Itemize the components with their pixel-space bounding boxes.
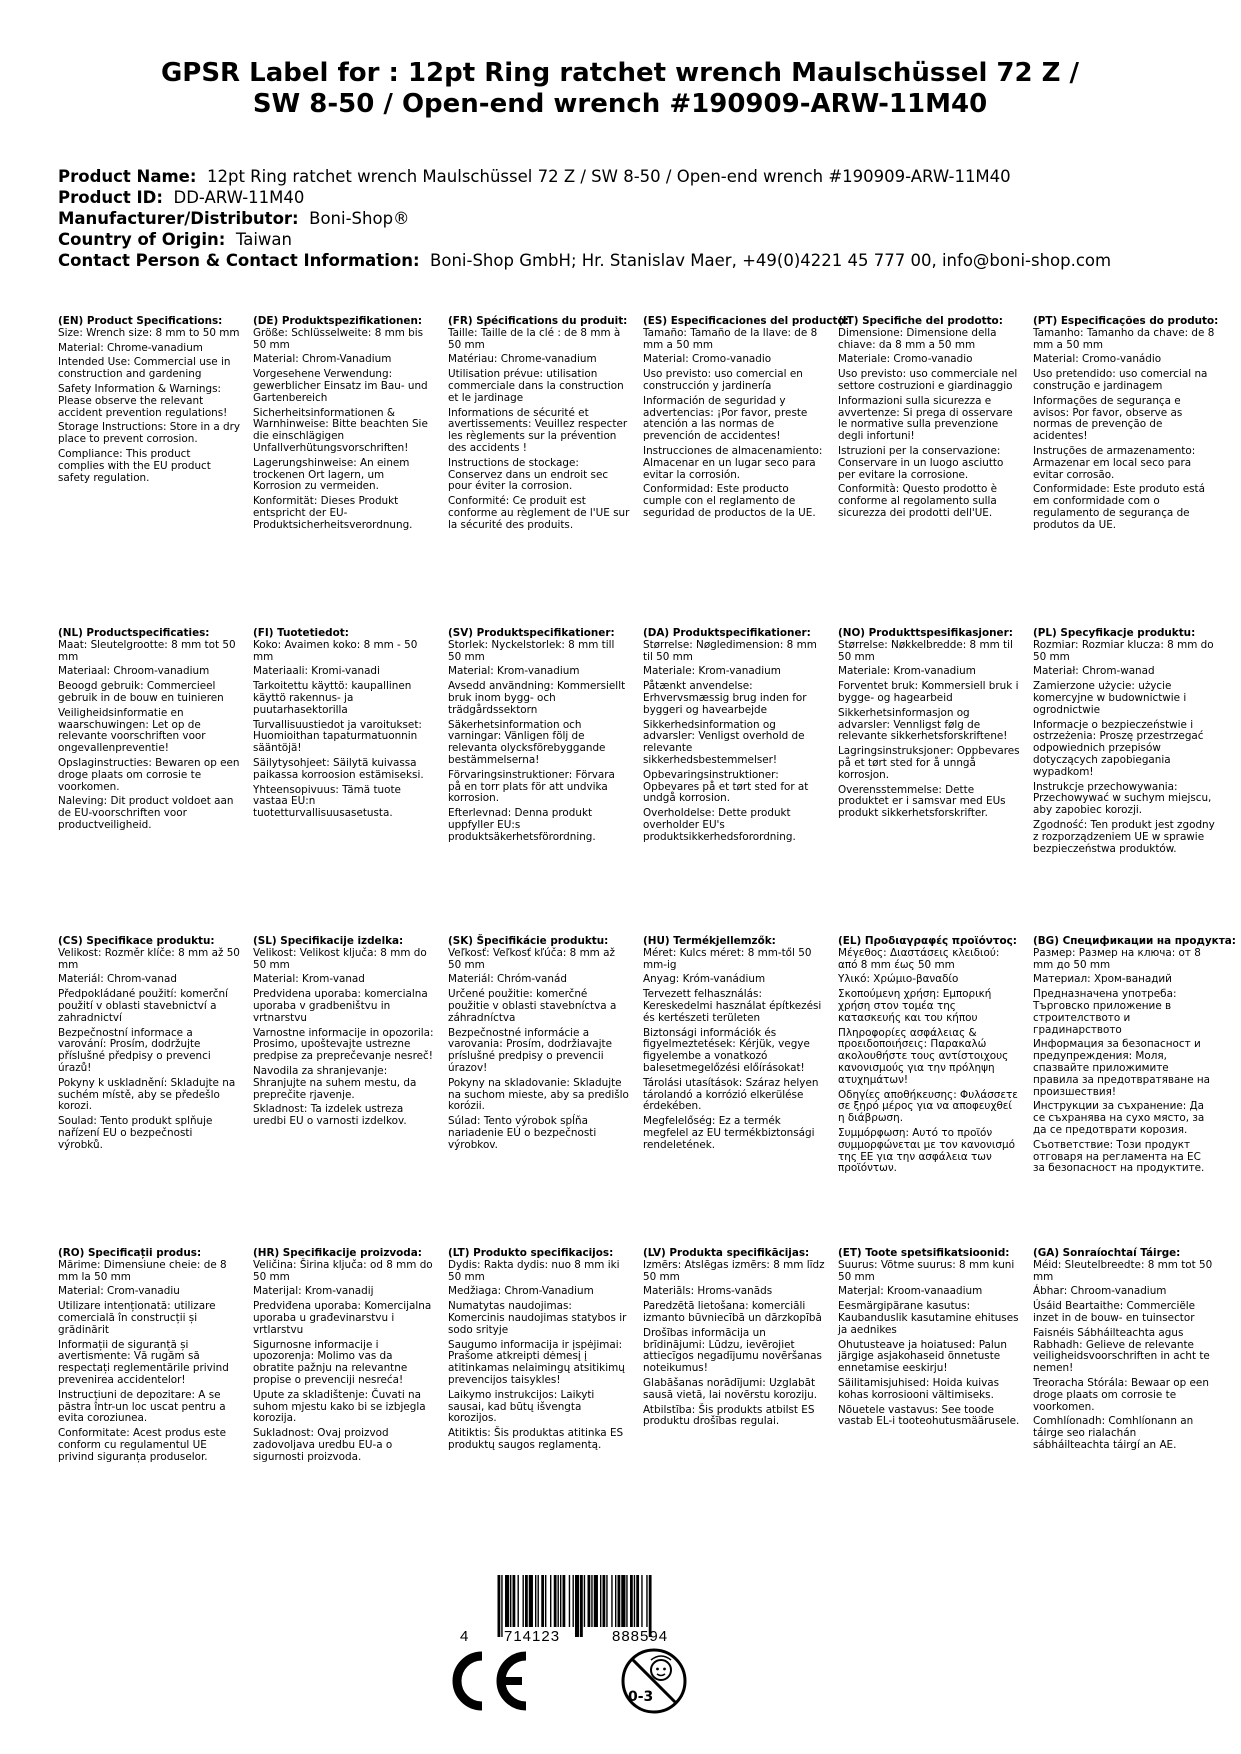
spec-line: Overholdelse: Dette produkt overholder EU's produktsikkerhedsforordning. [643,807,796,843]
spec-line: Koko: Avaimen koko: 8 mm - 50 mm [253,638,418,663]
spec-line: Anyag: Króm-vanádium [643,973,766,986]
spec-heading: (EL) Προδιαγραφές προϊόντος: [838,935,1017,947]
spec-line: Yhteensopivuus: Tämä tuote vastaa EU:n tuotetturvallisuusasetusta. [253,783,401,820]
spec-line: Maat: Sleutelgrootte: 8 mm tot 50 mm [58,638,236,663]
spec-line: Størrelse: Nøkkelbredde: 8 mm til 50 mm [838,638,1013,663]
spec-line: Materiale: Krom-vanadium [838,665,976,678]
barcode-bar [600,1575,601,1627]
spec-line: Lagringsinstruksjoner: Oppbevares på et tørt sted for å unngå korrosjon. [838,745,1020,781]
spec-block-sk [448,936,630,1155]
spec-heading: (EN) Product Specifications: [58,315,223,327]
spec-line: Materiale: Krom-vanadium [643,665,781,678]
barcode-bar [560,1575,561,1627]
spec-line: Informações de segurança e avisos: Por favor, observe as normas de prevenção de acidentes! [1033,394,1183,443]
spec-heading: (CS) Specifikace produktu: [58,935,215,947]
spec-line: Πληροφορίες ασφάλειας & προειδοποιήσεις: Παρακαλώ ακολουθήστε τους αντίστοιχους κανονισμούς για την πρόληψη ατυχημάτων! [838,1026,1009,1086]
spec-line: Efterlevnad: Denna produkt uppfyller EU:s produktsäkerhetsförordning. [448,807,596,843]
spec-line: Zgodność: Ten produkt jest zgodny z rozporządzeniem UE w sprawie bezpieczeństwa produktów. [1033,818,1215,855]
spec-line: Storage Instructions: Store in a dry place to prevent corrosion. [58,421,241,446]
barcode-bar [498,1575,501,1637]
spec-line: Izmērs: Atslēgas izmērs: 8 mm līdz 50 mm [643,1258,825,1283]
spec-line: Información de seguridad y advertencias: ¡Por favor, preste atención a las normas de prevención de accidentes! [643,394,808,443]
spec-line: Upute za skladištenje: Čuvati na suhom mjestu kako bi se izbjegla korozija. [253,1388,426,1425]
spec-line: Instrucțiuni de depozitare: A se păstra într-un loc uscat pentru a evita coroziunea. [58,1388,226,1425]
spec-line: Pokyny k uskladnění: Skladujte na suchém místě, aby se předešlo korozi. [58,1076,236,1113]
spec-heading: (GA) Sonraíochtaí Táirge: [1033,1247,1181,1259]
spec-line: Utilisation prévue: utilisation commerciale dans la construction et le jardinage [448,368,624,404]
info-label: Country of Origin: [58,230,226,249]
spec-line: Faisnéis Sábháilteachta agus Rabhadh: Gelieve de relevante veiligheidsvoorschriften in acht te nemen! [1033,1326,1210,1375]
spec-line: Méid: Sleutelbreedte: 8 mm tot 50 mm [1033,1258,1213,1283]
spec-line: Σκοπούμενη χρήση: Εμπορική χρήση στον τομέα της κατασκευής και του κήπου [838,988,992,1024]
spec-line: Súlad: Tento výrobok spĺňa nariadenie EÚ o bezpečnosti výrobkov. [448,1115,597,1151]
spec-line: Materjal: Kroom-vanaadium [838,1285,983,1298]
spec-line: Opslaginstructies: Bewaren op een droge plaats om corrosie te voorkomen. [58,756,240,793]
spec-line: Informacje o bezpieczeństwie i ostrzeżenia: Proszę przestrzegać odpowiednich przepisów dotyczących zapobiegania wypadkom! [1033,718,1204,778]
spec-block-fi [253,628,435,823]
spec-line: Dimensione: Dimensione della chiave: da 8 mm a 50 mm [838,326,997,351]
spec-line: Sikkerhetsinformasjon og advarsler: Vennligst følg de relevante sikkerhetsforskriftene! [838,706,1008,743]
spec-line: Größe: Schlüsselweite: 8 mm bis 50 mm [253,326,424,351]
spec-block-hr [253,1248,435,1467]
barcode-bar [641,1575,642,1627]
barcode-bar [569,1575,570,1627]
spec-line: Veľkosť: Veľkosť kľúča: 8 mm až 50 mm [448,946,615,971]
spec-line: Materiaali: Kromi-vanadi [253,665,380,678]
spec-block-et [838,1248,1020,1431]
spec-line: Eesmärgipärane kasutus: Kaubanduslik kasutamine ehituses ja aednikes [838,1300,1019,1336]
barcode-bar [554,1575,557,1627]
spec-line: Conformitate: Acest produs este conform cu regulamentul UE privind siguranța produselor. [58,1427,227,1463]
info-row [58,166,1198,187]
info-row [58,250,1198,271]
spec-block-hu [643,936,825,1155]
barcode-bar [545,1575,546,1627]
spec-line: Instrukcje przechowywania: Przechowywać w suchym miejscu, aby zapobiec korozji. [1033,780,1212,817]
spec-line: Atbilstība: Šis produkts atbilst ES produktu drošības regulai. [643,1403,815,1428]
spec-line: Varnostne informacije in opozorila: Prosimo, upoštevajte ustrezne predpise za preprečevanje nesreč! [253,1026,434,1063]
spec-line: Velikost: Rozměr klíče: 8 mm až 50 mm [58,946,240,971]
barcode-bar [588,1575,591,1627]
spec-line: Material: Krom-vanad [253,973,365,986]
spec-heading: (HU) Termékjellemzők: [643,935,776,947]
spec-line: Material: Chrome-vanadium [58,341,203,354]
spec-line: Méret: Kulcs méret: 8 mm-től 50 mm-ig [643,946,812,971]
spec-line: Materiál: Chrom-vanad [58,973,177,986]
spec-block-de [253,316,435,535]
spec-line: Οδηγίες αποθήκευσης: Φυλάσσετε σε ξηρό μέρος για να αποφευχθεί η διάβρωση. [838,1088,1018,1125]
barcode-bar [510,1575,511,1627]
spec-line: Sigurnosne informacije i upozorenja: Molimo vas da obratite pažnju na relevantne propise o prevenciji nesreća! [253,1338,408,1386]
info-label: Manufacturer/Distributor: [58,209,299,228]
spec-block-lv [643,1248,825,1431]
spec-line: Suurus: Võtme suurus: 8 mm kuni 50 mm [838,1258,1015,1283]
spec-line: Tamanho: Tamanho da chave: de 8 mm a 50 mm [1033,326,1215,351]
spec-heading: (PT) Especificações do produto: [1033,315,1219,327]
barcode-bar [626,1575,627,1627]
spec-line: Materijal: Krom-vanadij [253,1285,374,1298]
spec-line: Storlek: Nyckelstorlek: 8 mm till 50 mm [448,638,615,663]
spec-line: Ohutusteave ja hoiatused: Palun järgige asjakohaseid õnnetuste ennetamise eeskirju! [838,1338,1007,1375]
spec-line: Uso previsto: uso comercial en construcción y jardinería [643,368,803,392]
spec-line: Konformität: Dieses Produkt entspricht der EU-Produktsicherheitsverordnung. [253,495,413,531]
spec-block-cs [58,936,240,1155]
spec-line: Påtænkt anvendelse: Erhvervsmæssig brug inden for byggeri og havearbejde [643,680,807,716]
spec-line: Treoracha Stórála: Bewaar op een droge plaats om corrosie te voorkomen. [1033,1376,1209,1413]
spec-line: Informații de siguranță și avertismente: Vă rugăm să respectați reglementările privind prevenirea accidentelor! [58,1338,229,1386]
spec-heading: (NO) Produkttspesifikasjoner: [838,627,1013,639]
spec-line: Naleving: Dit product voldoet aan de EU-voorschriften voor productveiligheid. [58,795,234,831]
spec-line: Материал: Хром-ванадий [1033,973,1172,986]
spec-line: Sikkerhedsinformation og advarsler: Venligst overhold de relevante sikkerhedsbestemmelser! [643,718,805,766]
spec-line: Størrelse: Nøgledimension: 8 mm til 50 mm [643,638,817,663]
info-row [58,187,1198,208]
barcode-bar [513,1575,516,1627]
info-row [58,208,1198,229]
info-row [58,229,1198,250]
spec-line: Material: Chrom-Vanadium [253,353,392,366]
barcode-bar [525,1575,528,1627]
spec-line: Navodila za shranjevanje: Shranjujte na suhem mestu, da preprečite rjavenje. [253,1064,417,1101]
spec-heading: (ET) Toote spetsifikatsioonid: [838,1247,1010,1259]
spec-line: Megfelelőség: Ez a termék megfelel az EU termékbiztonsági rendeletének. [643,1115,815,1151]
age-warning-text: 0-3 [628,1689,654,1705]
spec-heading: (PL) Specyfikacje produktu: [1033,627,1196,639]
barcode-bar [529,1575,533,1627]
spec-line: Vorgesehene Verwendung: gewerblicher Einsatz im Bau- und Gartenbereich [253,368,428,404]
barcode-bar [575,1575,579,1637]
barcode-bar [615,1575,616,1627]
product-info [58,166,1198,271]
info-value: Taiwan [235,230,292,249]
spec-line: Informazioni sulla sicurezza e avvertenze: Si prega di osservare le normative sulla prevenzione degli infortuni! [838,394,1013,443]
barcode-bar [594,1575,598,1627]
ce-mark-icon [448,1650,532,1712]
spec-line: Utilizare intenționată: utilizare comercială în construcții și grădinărit [58,1300,216,1336]
spec-line: Skladnost: Ta izdelek ustreza uredbi EU o varnosti izdelkov. [253,1103,407,1128]
barcode-bar [591,1575,592,1627]
spec-line: Instructions de stockage: Conservez dans un endroit sec pour éviter la corrosion. [448,456,609,493]
spec-line: Sicherheitsinformationen & Warnhinweise: Bitte beachten Sie die einschlägigen Unfallverhütungsvorschriften! [253,406,428,454]
spec-block-es [643,315,849,523]
barcode-bar [518,1575,519,1627]
spec-heading: (ES) Especificaciones del producto: [643,315,849,327]
barcode-bar [550,1575,551,1627]
spec-heading: (DE) Produktspezifikationen: [253,315,422,327]
spec-block-pt [1033,315,1219,535]
spec-line: Taille: Taille de la clé : de 8 mm à 50 mm [448,326,621,351]
spec-line: Medžiaga: Chrom-Vanadium [448,1285,594,1298]
spec-line: Bezpečnostní informace a varování: Prosím, dodržujte příslušné předpisy o prevenci úrazů! [58,1026,211,1074]
spec-heading: (FI) Tuotetiedot: [253,627,349,639]
page-title: GPSR Label for : 12pt Ring ratchet wrench Maulschüssel 72 Z / SW 8-50 / Open-end wrench #190909-ARW-11M40 [160,58,1080,119]
spec-line: Lagerungshinweise: An einem trockenen Ort lagern, um Korrosion zu vermeiden. [253,456,410,493]
spec-line: Comhlíonadh: Comhlíonann an táirge seo rialachán sábháilteachta táirgí an AE. [1033,1415,1194,1451]
spec-block-ro [58,1248,240,1467]
spec-line: Matériau: Chrome-vanadium [448,353,597,366]
spec-line: Beoogd gebruik: Commercieel gebruik in de bouw en tuinieren [58,680,224,704]
spec-line: Sukladnost: Ovaj proizvod zadovoljava uredbu EU-a o sigurnosti proizvoda. [253,1427,393,1463]
spec-line: Bezpečnostné informácie a varovania: Prosím, dodržiavajte príslušné predpisy o prevencii úrazov! [448,1026,612,1074]
spec-line: Veiligheidsinformatie en waarschuwingen: Let op de relevante voorschriften voor ongevallenpreventie! [58,706,206,755]
spec-heading: (HR) Specifikacije proizvoda: [253,1247,422,1259]
spec-line: Ábhar: Chroom-vanadium [1033,1285,1167,1298]
ce-mark-text: CE [448,1650,450,1651]
spec-line: Инструкции за съхранение: Да се съхранява на сухо място, за да се предотврати корозия. [1033,1100,1205,1136]
barcode-digit-lead: 4 [460,1628,469,1645]
spec-line: Säilytysohjeet: Säilytä kuivassa paikassa korroosion estämiseksi. [253,756,424,781]
spec-line: Instruções de armazenamento: Armazenar em local seco para evitar corrosão. [1033,444,1196,481]
spec-block-pl [1033,628,1215,858]
barcode-bar [505,1575,509,1627]
info-value: 12pt Ring ratchet wrench Maulschüssel 72 Z / SW 8-50 / Open-end wrench #190909-ARW-11M40 [206,167,1011,186]
age-warning-icon [619,1646,689,1716]
spec-line: Material: Crom-vanadiu [58,1285,180,1298]
info-value: Boni-Shop GmbH; Hr. Stanislav Maer, +49(0)4221 45 777 00, info@boni-shop.com [430,251,1112,270]
barcode-digit-group-1: 714123 [504,1628,561,1645]
spec-block-sv [448,628,630,847]
barcode-bar [563,1575,566,1627]
spec-line: Predvidena uporaba: komercialna uporaba v gradbeništvu in vrtnarstvu [253,988,428,1024]
spec-block-da [643,628,825,847]
spec-heading: (SK) Špecifikácie produktu: [448,935,609,947]
spec-block-lt [448,1248,630,1455]
spec-line: Mărime: Dimensiune cheie: de 8 mm la 50 mm [58,1258,227,1283]
spec-line: Förvaringsinstruktioner: Förvara på en torr plats för att undvika korrosion. [448,768,615,805]
spec-line: Materiaal: Chroom-vanadium [58,665,210,678]
spec-block-bg [1033,935,1236,1178]
spec-line: Μέγεθος: Διαστάσεις κλειδιού: από 8 mm έως 50 mm [838,946,1000,971]
spec-line: Υλικό: Χρώμιο-βαναδίο [838,973,959,986]
spec-line: Предназначена употреба: Търговско приложение в строителството и градинарството [1033,988,1177,1036]
spec-heading: (SV) Produktspecifikationer: [448,627,615,639]
barcode-bar [538,1575,539,1627]
barcode-bar [501,1575,502,1637]
spec-line: Säilitamisjuhised: Hoida kuivas kohas korrosiooni vältimiseks. [838,1376,1000,1401]
spec-line: Materiale: Cromo-vanadio [838,353,973,366]
spec-heading: (RO) Specificații produs: [58,1247,202,1259]
spec-line: Určené použitie: komerčné použitie v oblasti stavebníctva a záhradníctva [448,988,617,1024]
spec-block-sl [253,936,435,1131]
spec-line: Předpokládané použití: komerční použití v oblasti stavebnictví a zahradnictví [58,988,228,1024]
barcode-bar [573,1575,574,1627]
spec-line: Opbevaringsinstruktioner: Opbevares på et tørt sted for at undgå korrosion. [643,768,809,805]
spec-block-el [838,936,1020,1178]
barcode-bar [541,1575,544,1627]
spec-line: Tarkoitettu käyttö: kaupallinen käyttö rakennus- ja puutarhasektorilla [253,680,412,716]
spec-heading: (BG) Спецификации на продукта: [1033,935,1236,947]
spec-line: Paredzētā lietošana: komerciāli izmanto būvniecībā un dārzkopībā [643,1300,822,1324]
spec-line: Rozmiar: Rozmiar klucza: 8 mm do 50 mm [1033,638,1214,663]
barcode-bar [584,1575,585,1627]
spec-block-ga [1033,1248,1215,1455]
barcode-bar [646,1575,647,1627]
spec-block-no [838,628,1020,823]
spec-heading: (NL) Productspecificaties: [58,627,210,639]
spec-heading: (SL) Specifikacije izdelka: [253,935,404,947]
spec-line: Material: Cromo-vanádio [1033,353,1162,366]
spec-line: Turvallisuustiedot ja varoitukset: Huomioithan tapaturmatuonnin sääntöjä! [253,718,422,755]
spec-line: Säkerhetsinformation och varningar: Vänligen följ de relevanta olycksförebyggande bestämmelserna! [448,718,606,766]
spec-line: Intended Use: Commercial use in construction and gardening [58,356,231,381]
barcode [460,1575,750,1645]
spec-line: Tárolási utasítások: Száraz helyen tárolandó a korrózió elkerülése érdekében. [643,1076,819,1113]
spec-block-en [58,316,240,487]
spec-line: Compliance: This product complies with the EU product safety regulation. [58,447,211,484]
barcode-bar [523,1575,524,1627]
info-label: Contact Person & Contact Information: [58,251,420,270]
barcode-bar [606,1575,607,1627]
spec-line: Conformidad: Este producto cumple con el reglamento de seguridad de productos de la UE. [643,483,816,519]
spec-line: Size: Wrench size: 8 mm to 50 mm [58,326,240,339]
spec-line: Dydis: Rakta dydis: nuo 8 mm iki 50 mm [448,1258,620,1283]
spec-line: Safety Information & Warnings: Please observe the relevant accident prevention regulations! [58,382,228,419]
barcode-bar [634,1575,635,1627]
spec-line: Úsáid Beartaithe: Commerciële inzet in de bouw- en tuinsector [1033,1300,1196,1324]
spec-line: Tamaño: Tamaño de la llave: de 8 mm a 50 mm [643,326,818,351]
info-value: Boni-Shop® [309,209,410,228]
barcode-digit-group-2: 888594 [612,1628,669,1645]
spec-line: Nõuetele vastavus: See toode vastab EL-i tooteohutusmäärusele. [838,1403,1020,1428]
spec-line: Uso pretendido: uso comercial na construção e jardinagem [1033,368,1208,392]
spec-line: Overensstemmelse: Dette produktet er i samsvar med EUs produkt sikkerhetsforskrifter. [838,783,1006,820]
info-label: Product ID: [58,188,163,207]
barcode-bar [580,1575,583,1637]
spec-line: Informations de sécurité et avertissements: Veuillez respecter les règlements sur la prévention des accidents ! [448,406,628,454]
spec-line: Atitiktis: Šis produktas atitinka ES produktų saugos reglamentą. [448,1427,624,1451]
spec-line: Glabāšanas norādījumi: Uzglabāt sausā vietā, lai novērstu koroziju. [643,1376,818,1401]
spec-block-fr [448,316,630,535]
spec-line: Instrucciones de almacenamiento: Almacenar en un lugar seco para evitar la corrosión. [643,444,823,481]
spec-line: Pokyny na skladovanie: Skladujte na suchom mieste, aby sa predišlo korózii. [448,1076,629,1113]
spec-block-nl [58,628,240,835]
barcode-bar [611,1575,612,1627]
info-value: DD-ARW-11M40 [173,188,305,207]
spec-line: Materiál: Chróm-vanád [448,973,567,986]
info-label: Product Name: [58,167,197,186]
spec-line: Materiał: Chrom-wanad [1033,665,1155,678]
spec-line: Materiāls: Hroms-vanāds [643,1285,773,1298]
spec-line: Saugumo informacija ir įspėjimai: Prašome atkreipti dėmesį į atitinkamas nelaimingų atsitikimų prevencijos taisykles! [448,1338,625,1386]
spec-line: Numatytas naudojimas: Komercinis naudojimas statybos ir sodo srityje [448,1300,627,1336]
spec-line: Conformité: Ce produit est conforme au règlement de l'UE sur la sécurité des produits. [448,495,630,531]
spec-block-it [838,316,1020,523]
spec-line: Istruzioni per la conservazione: Conservare in un luogo asciutto per evitare la corrosione. [838,444,1004,481]
barcode-bar [636,1575,639,1627]
spec-line: Forventet bruk: Kommersiell bruk i bygge- og hagearbeid [838,680,1019,704]
spec-line: Tervezett felhasználás: Kereskedelmi használat építkezési és kertészeti területen [643,988,822,1024]
spec-line: Συμμόρφωση: Αυτό το προϊόν συμμορφώνεται με τον κανονισμό της ΕΕ για την ασφάλεια των προϊόντων. [838,1126,1015,1175]
spec-line: Uso previsto: uso commerciale nel settore costruzioni e giardinaggio [838,368,1018,392]
barcode-bar [618,1575,621,1627]
spec-line: Avsedd användning: Kommersiellt bruk inom bygg- och trädgårdssektorn [448,680,626,716]
spec-heading: (LV) Produkta specifikācijas: [643,1247,810,1259]
spec-line: Soulad: Tento produkt splňuje nařízení EU o bezpečnosti výrobků. [58,1115,213,1151]
spec-line: Conformità: Questo prodotto è conforme al regolamento sulla sicurezza dei prodotti dell'UE. [838,483,998,519]
spec-heading: (IT) Specifiche del prodotto: [838,315,1003,327]
spec-line: Съответствие: Този продукт отговаря на регламента на ЕС за безопасност на продуктите. [1033,1138,1205,1175]
barcode-bar [630,1575,633,1627]
spec-heading: (LT) Produkto specifikacijos: [448,1247,614,1259]
barcode-bar [535,1575,536,1627]
spec-line: Размер: Размер на ключа: от 8 mm до 50 mm [1033,946,1201,971]
barcode-bar [558,1575,559,1627]
spec-line: Biztonsági információk és figyelmeztetések: Kérjük, vegye figyelembe a vonatkozó balesetmegelőzési előírásokat! [643,1026,810,1074]
spec-line: Velikost: Velikost ključa: 8 mm do 50 mm [253,946,427,971]
spec-line: Material: Krom-vanadium [448,665,580,678]
barcode-bar [621,1575,625,1627]
spec-line: Predviđena uporaba: Komercijalna uporaba u građevinarstvu i vrtlarstvu [253,1300,432,1336]
spec-line: Material: Cromo-vanadio [643,353,772,366]
spec-heading: (DA) Produktspecifikationer: [643,627,811,639]
spec-heading: (FR) Spécifications du produit: [448,315,628,327]
spec-line: Zamierzone użycie: użycie komercyjne w budownictwie i ogrodnictwie [1033,680,1187,716]
barcode-bar [603,1575,606,1627]
spec-line: Laikymo instrukcijos: Laikyti sausai, kad būtų išvengta korozijos. [448,1388,595,1425]
spec-line: Conformidade: Este produto está em conformidade com o regulamento de segurança de produtos da UE. [1033,483,1205,531]
spec-line: Veličina: Širina ključa: od 8 mm do 50 mm [253,1258,433,1283]
spec-line: Drošības informācija un brīdinājumi: Lūdzu, ievērojiet attiecīgos negadījumu novēršanas noteikumus! [643,1326,822,1375]
spec-line: Информация за безопасност и предупреждения: Моля, спазвайте приложимите правила за предотвратяване на произшествия! [1033,1038,1211,1098]
